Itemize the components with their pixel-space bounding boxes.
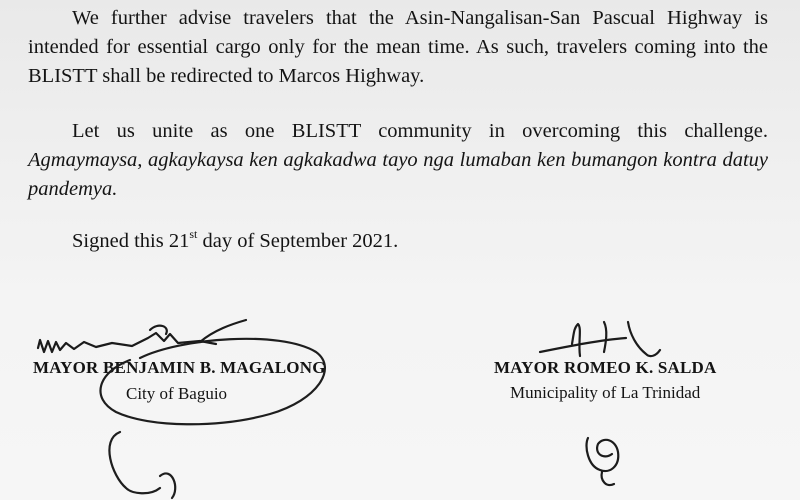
signing-date-suffix: day of September 2021.	[197, 230, 399, 252]
ordinal-suffix: st	[189, 227, 198, 241]
signatory-office-la-trinidad: Municipality of La Trinidad	[510, 383, 701, 402]
paragraph-line: intended for essential cargo only for the mean time. As such, travelers coming into the	[28, 36, 768, 58]
advisory-paragraph	[28, 4, 768, 91]
signing-date-prefix: Signed this 21	[72, 230, 190, 252]
ilocano-line: Agmaymaysa, agkaykaysa ken agkakadwa tayo nga lumaban ken bumangon kontra datuy	[28, 149, 768, 171]
ilocano-line: pandemya.	[28, 178, 118, 200]
signatory-name-la-trinidad: MAYOR ROMEO K. SALDA	[494, 358, 717, 377]
signatory-name-baguio: MAYOR BENJAMIN B. MAGALONG	[33, 358, 326, 377]
paragraph-line: Let us unite as one BLISTT community in overcoming this challenge.	[72, 120, 768, 142]
signatory-office-baguio: City of Baguio	[126, 384, 228, 403]
signature-magalong	[38, 320, 246, 352]
paragraph-line: BLISTT shall be redirected to Marcos Highway.	[28, 65, 425, 87]
signing-date-line	[28, 227, 768, 256]
paragraph-line: We further advise travelers that the Asin-Nangalisan-San Pascual Highway is	[72, 7, 768, 29]
signature-salda	[540, 322, 660, 485]
unity-paragraph	[28, 117, 768, 204]
signing-date-paragraph	[28, 227, 768, 256]
